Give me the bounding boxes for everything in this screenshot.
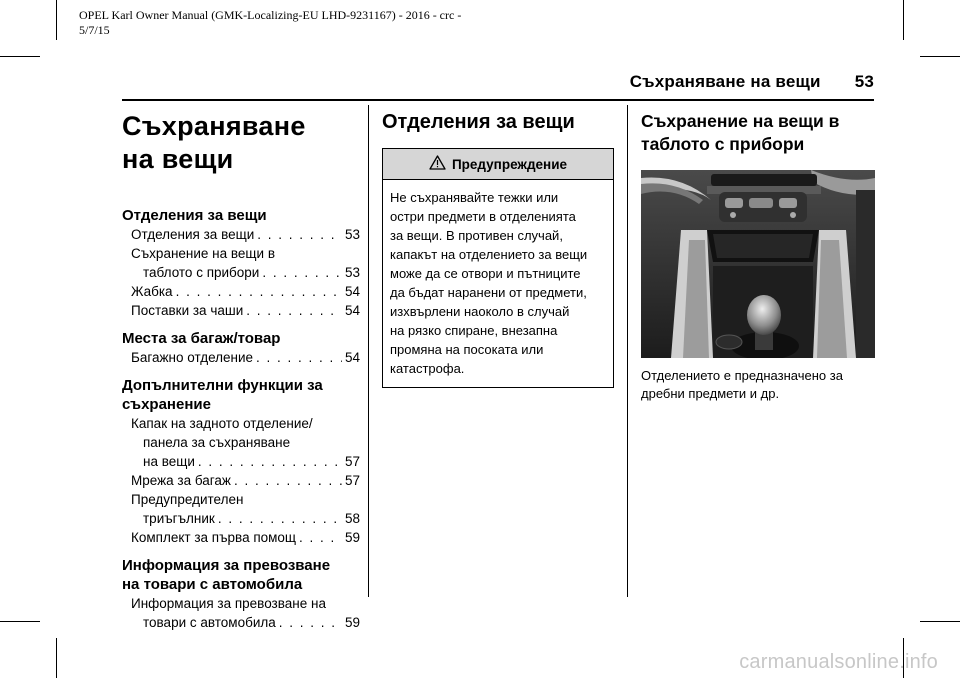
toc-heading-line: Допълнителни функции за [122, 377, 323, 394]
toc-entry-text: Мрежа за багаж [131, 473, 231, 488]
toc-entry-text: Жабка [131, 284, 173, 299]
crop-mark [920, 56, 960, 57]
toc-leader-dots [234, 471, 342, 490]
toc-section [122, 206, 360, 320]
toc-entry[interactable] [122, 348, 360, 367]
warning-text-line: да бъдат наранени от предмети, [390, 285, 587, 300]
toc-heading-line: Информация за превозване [122, 557, 331, 574]
toc-entry[interactable] [122, 471, 360, 490]
toc-page-number: 57 [344, 454, 360, 469]
toc-entry[interactable] [122, 528, 360, 547]
section-title-line: Съхранение на вещи в [641, 111, 840, 131]
warning-box [382, 148, 614, 388]
toc-page-number: 59 [344, 615, 360, 630]
toc-entry[interactable] [122, 225, 360, 244]
photo-caption [641, 367, 873, 403]
crop-mark [903, 0, 904, 40]
toc-entry[interactable] [122, 301, 360, 320]
toc-leader-dots [262, 263, 342, 282]
crop-mark [920, 621, 960, 622]
warning-text-line: на рязко спиране, внезапна [390, 323, 558, 338]
dashboard-storage-photo [641, 170, 875, 358]
toc-section-heading [122, 329, 360, 348]
toc-entry-text: товари с автомобила [143, 615, 276, 630]
toc-entry-text: Комплект за първа помощ [131, 530, 297, 545]
warning-text-line: изхвърлени наоколо в случай [390, 304, 570, 319]
toc-heading-line: Места за багаж/товар [122, 330, 281, 347]
toc-leader-dots [299, 528, 342, 547]
crop-mark [0, 621, 40, 622]
toc-page-number: 59 [344, 530, 360, 545]
toc-sections [122, 206, 360, 632]
toc-leader-dots [256, 348, 342, 367]
toc-page-number: 57 [344, 473, 360, 488]
toc-entry-text: Информация за превозване на [131, 596, 326, 611]
toc-entry[interactable] [122, 282, 360, 301]
toc-entry-text: панела за съхраняване [143, 435, 291, 450]
storage-compartments-section [382, 110, 614, 388]
header-rule [122, 99, 874, 101]
toc-entry-text: Съхранение на вещи в [131, 246, 275, 261]
caption-line: Отделението е предназначено за [641, 368, 843, 383]
toc-leader-dots [176, 282, 342, 301]
toc-entry[interactable] [122, 244, 360, 282]
warning-text-line: катастрофа. [390, 361, 465, 376]
toc-entry-text: Багажно отделение [131, 350, 254, 365]
dashboard-storage-section [641, 110, 875, 403]
toc-entry-text: Отделения за вещи [131, 227, 255, 242]
section-title: Отделения за вещи [382, 111, 575, 133]
column-divider [368, 105, 369, 597]
toc-page-number: 54 [344, 350, 360, 365]
warning-text-line: може да се отвори и пътниците [390, 266, 581, 281]
toc-leader-dots [246, 301, 342, 320]
warning-text [383, 180, 613, 387]
page-number: 53 [854, 72, 874, 91]
meta-line-1: OPEL Karl Owner Manual (GMK-Localizing-EU LHD-9231167) - 2016 - crc - [79, 8, 462, 22]
running-head-section: Съхраняване на вещи [629, 72, 821, 91]
toc-section-heading [122, 376, 360, 414]
meta-line-2: 5/7/15 [79, 23, 110, 37]
toc-entry[interactable] [122, 490, 360, 528]
toc-entry[interactable] [122, 414, 360, 471]
toc-section-heading [122, 206, 360, 225]
toc-section [122, 556, 360, 632]
toc-entry-text: Капак на задното отделение/ [131, 416, 313, 431]
crop-mark [56, 638, 57, 678]
toc-section-heading [122, 556, 360, 594]
running-head [630, 72, 874, 92]
warning-header [383, 149, 613, 180]
column-divider [627, 105, 628, 597]
chapter-toc [122, 110, 360, 641]
warning-text-line: Не съхранявайте тежки или [390, 190, 559, 205]
toc-heading-line: Отделения за вещи [122, 207, 267, 224]
watermark: carmanualsonline.info [739, 651, 938, 673]
toc-entry-text: триъгълник [143, 511, 215, 526]
toc-section [122, 329, 360, 367]
toc-heading-line: на товари с автомобила [122, 576, 303, 593]
toc-section [122, 376, 360, 547]
warning-text-line: капакът на отделението за вещи [390, 247, 588, 262]
warning-triangle-icon [429, 155, 446, 173]
chapter-title-line: Съхраняване [122, 111, 306, 141]
section-title [641, 110, 875, 156]
warning-text-line: промяна на посоката или [390, 342, 544, 357]
toc-leader-dots [198, 452, 342, 471]
warning-title: Предупреждение [451, 156, 568, 172]
warning-text-line: остри предмети в отделенията [390, 209, 576, 224]
toc-leader-dots [218, 509, 342, 528]
toc-entry-text: таблото с прибори [143, 265, 260, 280]
toc-heading-line: съхранение [122, 396, 211, 413]
toc-page-number: 58 [344, 511, 360, 526]
chapter-title [122, 110, 360, 176]
caption-line: дребни предмети и др. [641, 386, 780, 401]
chapter-title-line: на вещи [122, 144, 234, 174]
toc-entry[interactable] [122, 594, 360, 632]
toc-page-number: 53 [344, 265, 360, 280]
crop-mark [56, 0, 57, 40]
toc-entry-text: на вещи [143, 454, 195, 469]
toc-entry-text: Поставки за чаши [131, 303, 244, 318]
toc-entry-text: Предупредителен [131, 492, 244, 507]
toc-leader-dots [257, 225, 342, 244]
warning-text-line: за вещи. В противен случай, [390, 228, 563, 243]
toc-page-number: 54 [344, 303, 360, 318]
section-title-line: таблото с прибори [641, 134, 805, 154]
document-meta [79, 8, 519, 38]
toc-page-number: 53 [344, 227, 360, 242]
toc-leader-dots [279, 613, 342, 632]
crop-mark [0, 56, 40, 57]
toc-page-number: 54 [344, 284, 360, 299]
